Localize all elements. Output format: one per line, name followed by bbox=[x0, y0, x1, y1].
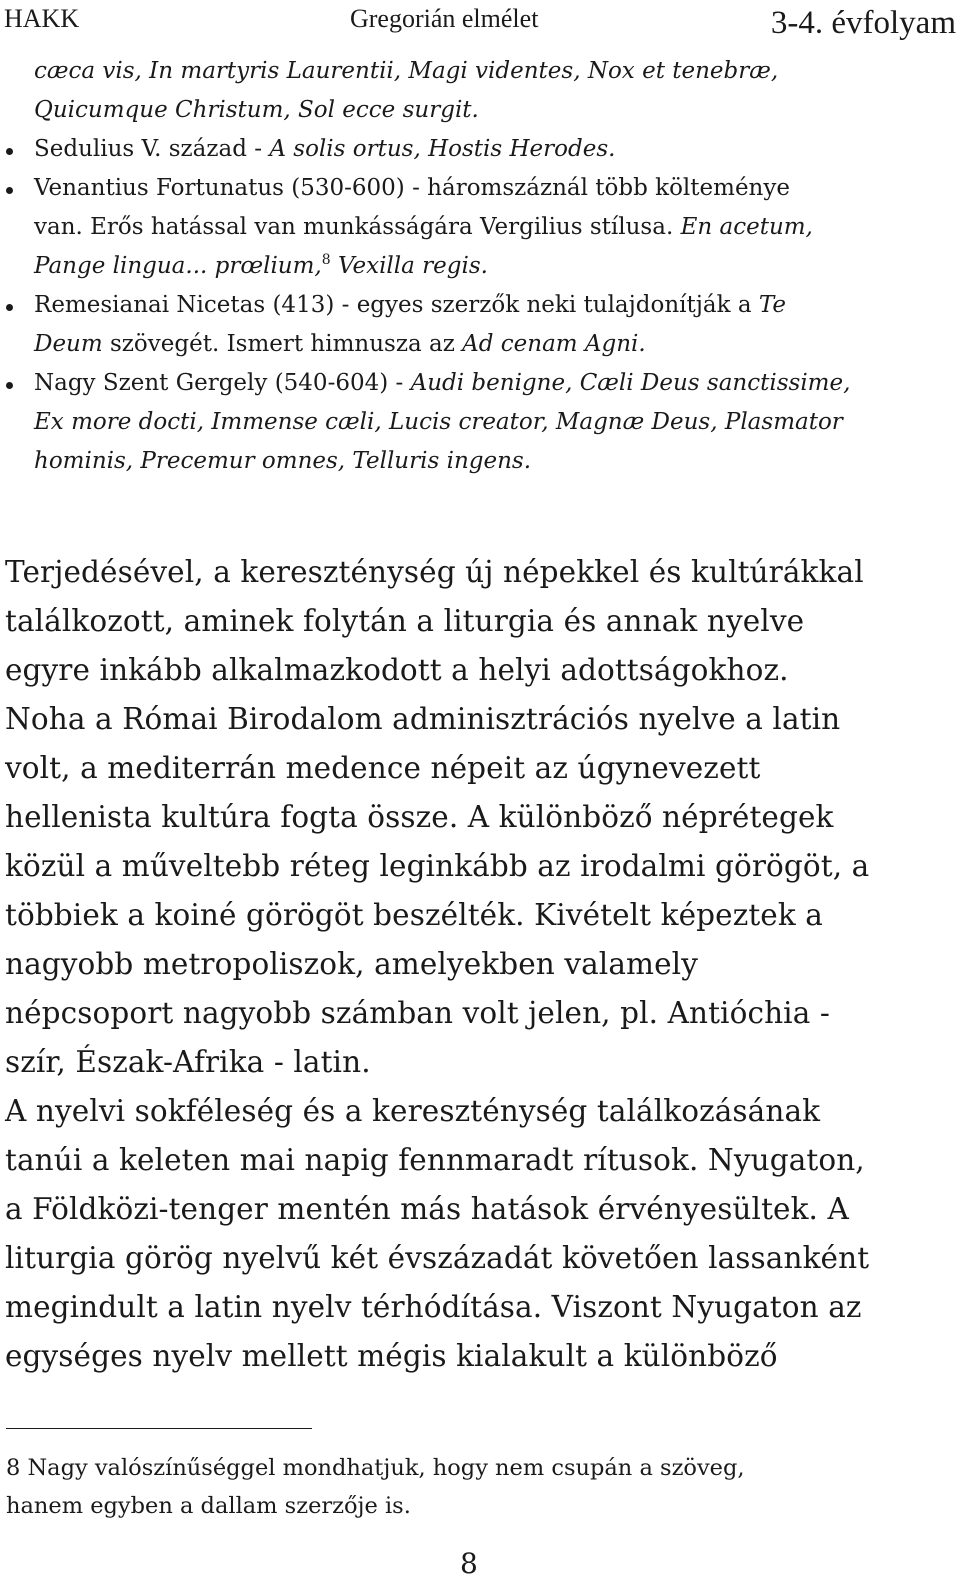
footnote-line-1 bbox=[6, 1449, 745, 1487]
header-title: Gregorián elmélet bbox=[350, 4, 539, 33]
paragraph-line: a Földközi-tenger mentén más hatások érvényesültek. A bbox=[5, 1192, 849, 1226]
venantius-works-2: Pange lingua... prœlium, bbox=[34, 253, 322, 279]
bullet-icon bbox=[6, 187, 13, 194]
paragraph-line: egységes nyelv mellett mégis kialakult a különböző bbox=[5, 1339, 778, 1373]
paragraph-line: Terjedésével, a kereszténység új népekkel és kultúrákkal bbox=[5, 555, 864, 589]
list-item-nicetas bbox=[4, 286, 954, 325]
paragraph-line: népcsoport nagyobb számban volt jelen, pl. Antióchia - bbox=[5, 996, 830, 1030]
hymn-author-list bbox=[4, 52, 954, 481]
gergely-works-2: Ex more docti, Immense cæli, Lucis creator, Magnæ Deus, Plasmator bbox=[34, 409, 843, 435]
continued-hymn-titles-2: Quicumque Christum, Sol ecce surgit. bbox=[34, 97, 479, 123]
nicetas-hymn: Ad cenam Agni. bbox=[462, 331, 646, 357]
nicetas-deum: Deum bbox=[34, 331, 103, 357]
bullet-icon bbox=[6, 304, 13, 311]
paragraph-line: szír, Észak-Afrika - latin. bbox=[5, 1045, 371, 1079]
paragraph-line: nagyobb metropoliszok, amelyekben valamely bbox=[5, 947, 698, 981]
paragraph-line: liturgia görög nyelvű két évszázadát követően lassanként bbox=[5, 1241, 870, 1275]
list-item-continuation bbox=[4, 52, 954, 91]
footnote-text-2: hanem egyben a dallam szerzője is. bbox=[6, 1493, 411, 1519]
bullet-icon bbox=[6, 382, 13, 389]
venantius-works-1: En acetum, bbox=[680, 214, 813, 240]
paragraph-line: A nyelvi sokféleség és a kereszténység találkozásának bbox=[5, 1094, 821, 1128]
footnote bbox=[6, 1449, 745, 1525]
gergely-works-3: hominis, Precemur omnes, Telluris ingens. bbox=[34, 448, 532, 474]
sedulius-name: Sedulius V. század - bbox=[34, 136, 270, 162]
paragraph-line: volt, a mediterrán medence népeit az úgynevezett bbox=[5, 751, 761, 785]
gergely-name: Nagy Szent Gergely (540-604) - bbox=[34, 370, 411, 396]
header-grade: 3-4. évfolyam bbox=[770, 5, 956, 41]
footnote-reference[interactable]: 8 bbox=[321, 252, 331, 268]
venantius-works-3: Vexilla regis. bbox=[330, 253, 488, 279]
list-item-venantius-cont2 bbox=[4, 247, 954, 286]
paragraph-line: Noha a Római Birodalom adminisztrációs nyelve a latin bbox=[5, 702, 841, 736]
list-item-nicetas-cont bbox=[4, 325, 954, 364]
gergely-works-1: Audi benigne, Cæli Deus sanctissime, bbox=[410, 370, 851, 396]
nicetas-text-1: Remesianai Nicetas (413) - egyes szerzők neki tulajdonítják a bbox=[34, 292, 759, 318]
footnote-text-1: Nagy valószínűséggel mondhatjuk, hogy nem csupán a szöveg, bbox=[20, 1455, 745, 1481]
venantius-text-1: Venantius Fortunatus (530-600) - háromszáznál több költeménye bbox=[34, 175, 790, 201]
paragraph-line: közül a műveltebb réteg leginkább az irodalmi görögöt, a bbox=[5, 849, 870, 883]
sedulius-works: A solis ortus, Hostis Herodes. bbox=[269, 136, 616, 162]
list-item-gergely-cont2 bbox=[4, 442, 954, 481]
paragraph-line: egyre inkább alkalmazkodott a helyi adottságokhoz. bbox=[5, 653, 789, 687]
continued-hymn-titles-1: cæca vis, In martyris Laurentii, Magi videntes, Nox et tenebræ, bbox=[34, 58, 779, 84]
venantius-text-2: van. Erős hatással van munkásságára Vergilius stílusa. bbox=[34, 214, 681, 240]
footnote-marker: 8 bbox=[6, 1455, 21, 1481]
bullet-icon bbox=[6, 148, 13, 155]
paragraph-line: hellenista kultúra fogta össze. A különböző néprétegek bbox=[5, 800, 834, 834]
page-number: 8 bbox=[460, 1547, 478, 1580]
nicetas-te: Te bbox=[758, 292, 787, 318]
list-item-gergely bbox=[4, 364, 954, 403]
list-item-venantius-cont bbox=[4, 208, 954, 247]
paragraph-line: tanúi a keleten mai napig fennmaradt rítusok. Nyugaton, bbox=[5, 1143, 865, 1177]
main-paragraph bbox=[5, 548, 955, 1381]
header-left: HAKK bbox=[4, 4, 80, 33]
nicetas-text-2: szövegét. Ismert himnusza az bbox=[102, 331, 463, 357]
list-item-gergely-cont bbox=[4, 403, 954, 442]
list-item-sedulius bbox=[4, 130, 954, 169]
paragraph-line: találkozott, aminek folytán a liturgia és annak nyelve bbox=[5, 604, 805, 638]
paragraph-line: megindult a latin nyelv térhódítása. Viszont Nyugaton az bbox=[5, 1290, 862, 1324]
list-item-venantius bbox=[4, 169, 954, 208]
paragraph-line: többiek a koiné görögöt beszélték. Kivételt képeztek a bbox=[5, 898, 823, 932]
footnote-divider bbox=[6, 1428, 312, 1429]
list-item-continuation-2 bbox=[4, 91, 954, 130]
